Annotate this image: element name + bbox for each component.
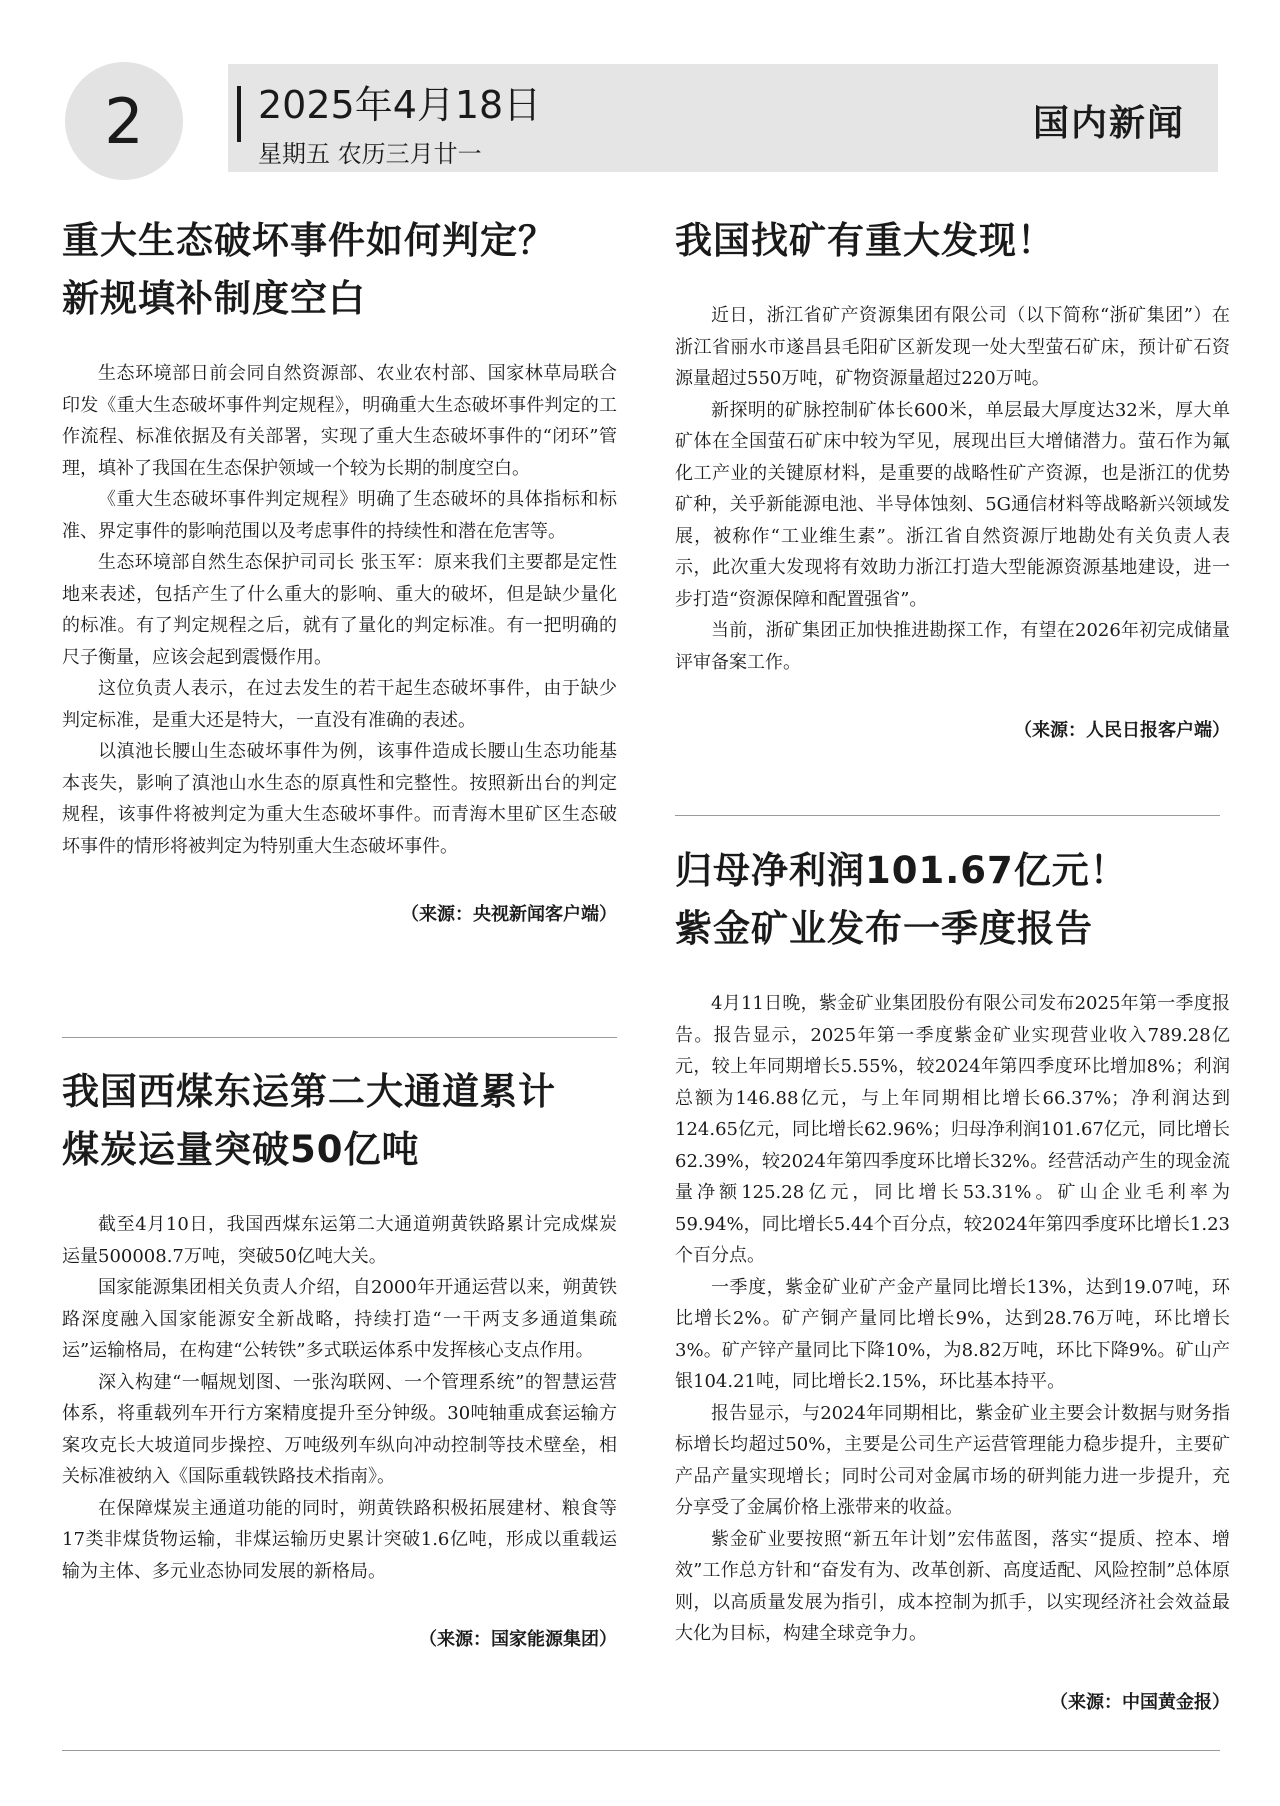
article-headline <box>62 212 617 328</box>
page-bottom-rule <box>62 1750 1220 1751</box>
paragraph: 国家能源集团相关负责人介绍，自2000年开通运营以来，朔黄铁路深度融入国家能源安全新战略，持续打造“一干两支多通道集疏运”运输格局，在构建“公转铁”多式联运体系中发挥核心支点作用。 <box>62 1277 617 1361</box>
paragraph: 一季度，紫金矿业矿产金产量同比增长13%，达到19.07吨，环比增长2%。矿产铜产量同比增长9%，达到28.76万吨，环比增长3%。矿产锌产量同比下降10%，为8.82万吨，环比下降9%。矿山产银104.21吨，同比增长2.15%，环比基本持平。 <box>675 1276 1230 1392</box>
paragraph: 报告显示，与2024年同期相比，紫金矿业主要会计数据与财务指标增长均超过50%，主要是公司生产运营管理能力稳步提升，主要矿产品产量实现增长；同时公司对金属市场的研判能力进一步提升，充分享受了金属价格上涨带来的收益。 <box>675 1402 1230 1518</box>
headline-line: 我国西煤东运第二大通道累计 <box>62 1070 556 1113</box>
column-divider <box>675 815 1220 816</box>
article-zijin-report <box>675 842 1230 1714</box>
paragraph: 这位负责人表示，在过去发生的若干起生态破坏事件，由于缺少判定标准，是重大还是特大，一直没有准确的表述。 <box>62 678 617 731</box>
headline-line: 归母净利润101.67亿元！ <box>675 849 1128 892</box>
article-source: （来源：国家能源集团） <box>419 1629 617 1650</box>
article-source: （来源：央视新闻客户端） <box>401 904 617 925</box>
paragraph: 新探明的矿脉控制矿体长600米，单层最大厚度达32米，厚大单矿体在全国萤石矿床中较为罕见，展现出巨大增储潜力。萤石作为氟化工产业的关键原材料，是重要的战略性矿产资源，也是浙江的优势矿种，关乎新能源电池、半导体蚀刻、5G通信材料等战略新兴领域发展，被称作“工业维生素”。浙江省自然资源厅地勘处有关负责人表示，此次重大发现将有效助力浙江打造大型能源资源基地建设，进一步打造“资源保障和配置强省”。 <box>675 399 1230 610</box>
paragraph: 生态环境部自然生态保护司司长 张玉军：原来我们主要都是定性地来表述，包括产生了什么重大的影响、重大的破坏，但是缺少量化的标准。有了判定规程之后，就有了量化的判定标准。有一把明确的尺子衡量，应该会起到震慑作用。 <box>62 552 617 668</box>
headline-line: 煤炭运量突破50亿吨 <box>62 1128 420 1171</box>
paragraph: 生态环境部日前会同自然资源部、农业农村部、国家林草局联合印发《重大生态破坏事件判定规程》，明确重大生态破坏事件判定的工作流程、标准依据及有关部署，实现了重大生态破坏事件的“闭环”管理，填补了我国在生态保护领域一个较为长期的制度空白。 <box>62 363 617 479</box>
paragraph: 4月11日晚，紫金矿业集团股份有限公司发布2025年第一季度报告。报告显示，2025年第一季度紫金矿业实现营业收入789.28亿元，较上年同期增长5.55%，较2024年第四季度环比增加8%；利润总额为146.88亿元，与上年同期相比增长66.37%；净利润达到124.65亿元，同比增长62.96%；归母净利润101.67亿元，同比增长62.39%，较2024年第四季度环比增长32%。经营活动产生的现金流量净额125.28亿元，同比增长53.31%。矿山企业毛利率为59.94%，同比增长5.44个百分点，较2024年第四季度环比增长1.23个百分点。 <box>675 993 1230 1266</box>
article-body <box>675 988 1230 1650</box>
paragraph: 以滇池长腰山生态破坏事件为例，该事件造成长腰山生态功能基本丧失，影响了滇池山水生态的原真性和完整性。按照新出台的判定规程，该事件将被判定为重大生态破坏事件。而青海木里矿区生态破坏事件的情形将被判定为特别重大生态破坏事件。 <box>62 741 617 857</box>
article-source: （来源：人民日报客户端） <box>1014 720 1230 741</box>
header-divider <box>237 86 241 142</box>
headline-line: 重大生态破坏事件如何判定？ <box>62 219 556 262</box>
article-coal-railway <box>62 1063 617 1651</box>
issue-weekday-lunar: 星期五 农历三月廿一 <box>258 140 482 168</box>
headline-line: 我国找矿有重大发现！ <box>675 219 1055 262</box>
paragraph: 近日，浙江省矿产资源集团有限公司（以下简称“浙矿集团”）在浙江省丽水市遂昌县毛阳矿区新发现一处大型萤石矿床，预计矿石资源量超过550万吨，矿物资源量超过220万吨。 <box>675 305 1230 389</box>
paragraph: 当前，浙矿集团正加快推进勘探工作，有望在2026年初完成储量评审备案工作。 <box>675 620 1230 673</box>
article-body <box>62 1209 617 1587</box>
article-body <box>62 358 617 862</box>
headline-line: 新规填补制度空白 <box>62 277 366 320</box>
article-source: （来源：中国黄金报） <box>1050 1691 1230 1713</box>
issue-date: 2025年4月18日 <box>258 83 542 127</box>
page-number: 2 <box>65 62 183 180</box>
headline-line: 紫金矿业发布一季度报告 <box>675 907 1093 950</box>
article-headline <box>62 1063 617 1179</box>
paragraph: 截至4月10日，我国西煤东运第二大通道朔黄铁路累计完成煤炭运量500008.7万吨，突破50亿吨大关。 <box>62 1214 617 1267</box>
section-title: 国内新闻 <box>1032 103 1185 144</box>
article-body <box>675 300 1230 678</box>
column-divider <box>62 1037 617 1038</box>
article-headline <box>675 842 1230 958</box>
paragraph: 在保障煤炭主通道功能的同时，朔黄铁路积极拓展建材、粮食等17类非煤货物运输，非煤运输历史累计突破1.6亿吨，形成以重载运输为主体、多元业态协同发展的新格局。 <box>62 1497 617 1582</box>
article-ecology <box>62 212 617 926</box>
article-headline <box>675 212 1230 270</box>
paragraph: 深入构建“一幅规划图、一张沟联网、一个管理系统”的智慧运营体系，将重载列车开行方案精度提升至分钟级。30吨轴重成套运输方案攻克长大坡道同步操控、万吨级列车纵向冲动控制等技术壁垒，相关标准被纳入《国际重载铁路技术指南》。 <box>62 1371 617 1487</box>
article-mineral-discovery <box>675 212 1230 742</box>
paragraph: 紫金矿业要按照“新五年计划”宏伟蓝图，落实“提质、控本、增效”工作总方针和“奋发有为、改革创新、高度适配、风险控制”总体原则，以高质量发展为指引，成本控制为抓手，以实现经济社会效益最大化为目标，构建全球竞争力。 <box>675 1528 1230 1644</box>
paragraph: 《重大生态破坏事件判定规程》明确了生态破坏的具体指标和标准、界定事件的影响范围以及考虑事件的持续性和潜在危害等。 <box>62 489 617 542</box>
